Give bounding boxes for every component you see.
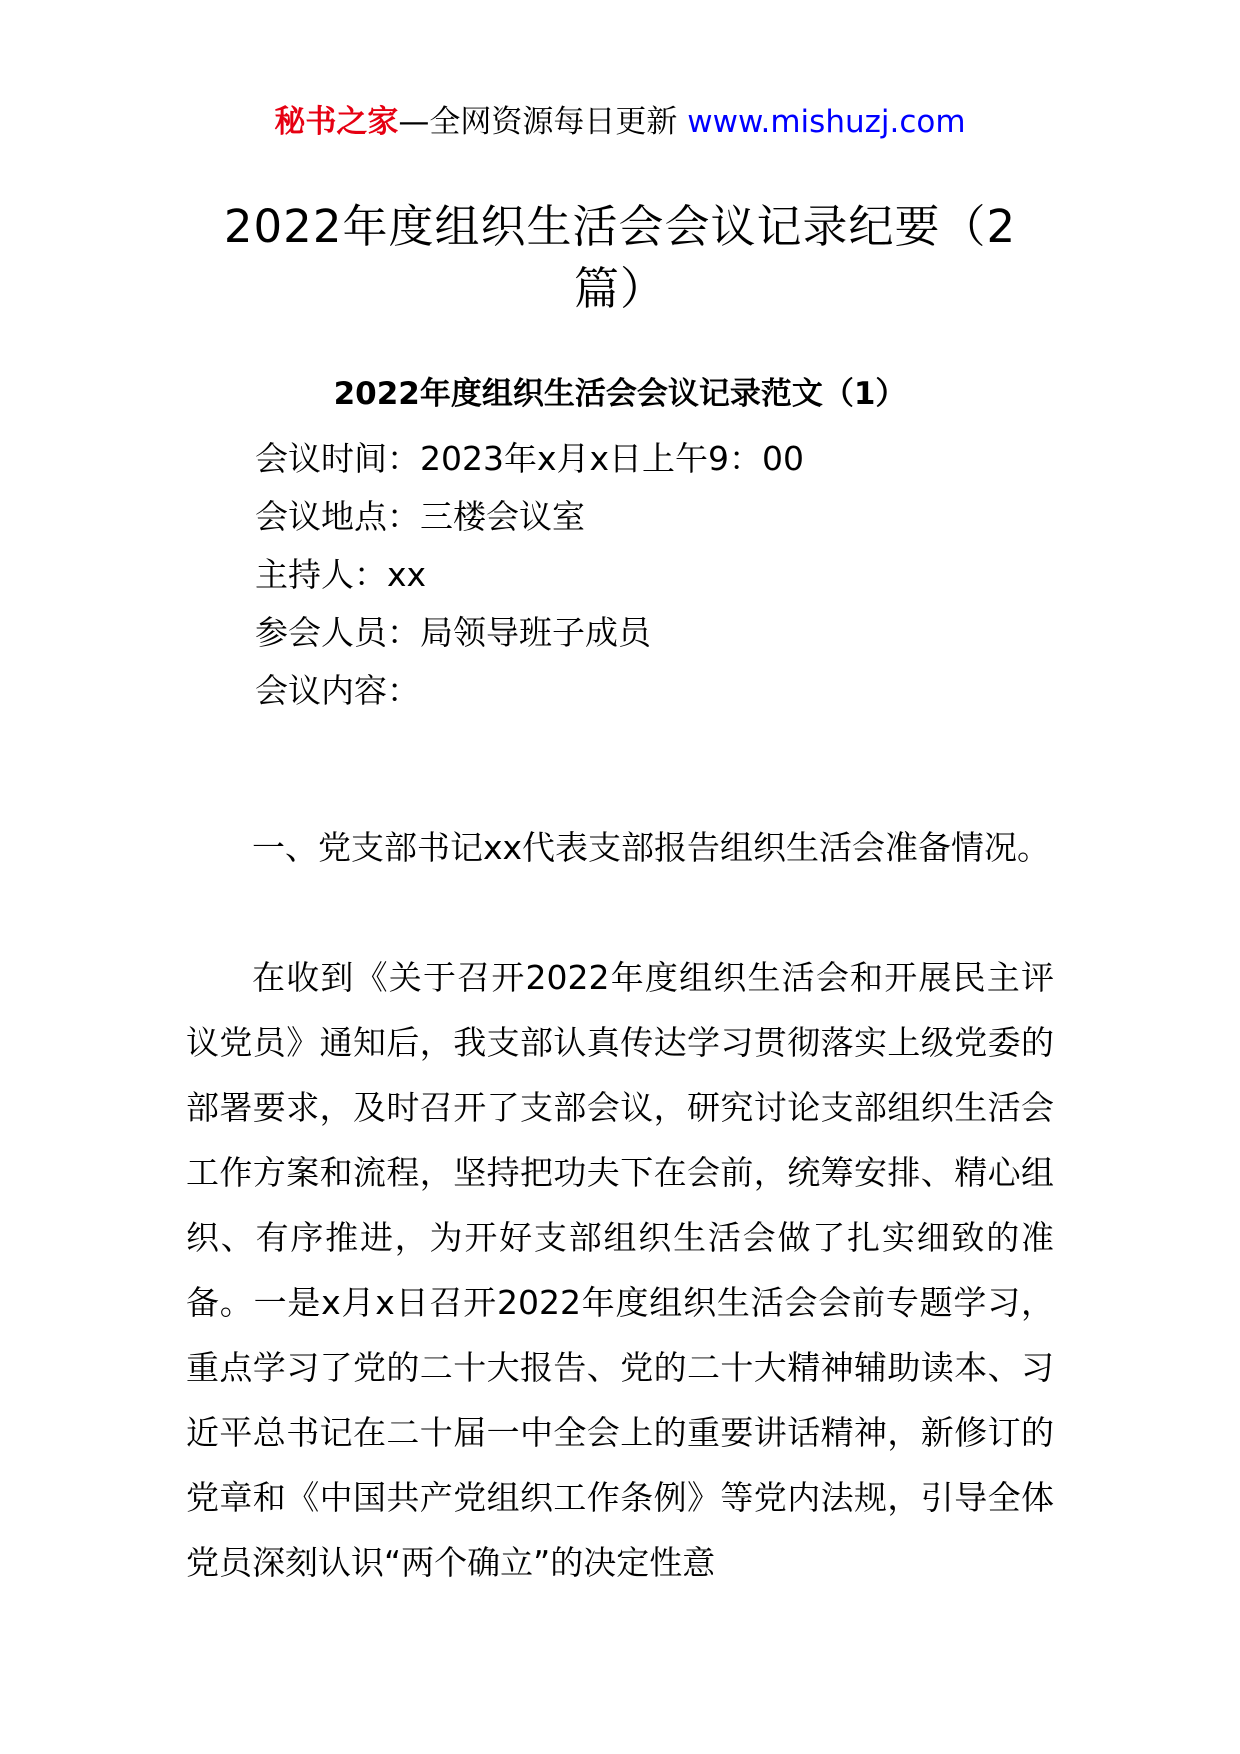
- site-brand: 秘书之家: [274, 104, 399, 140]
- document-subtitle: 2022年度组织生活会会议记录范文（1）: [333, 376, 907, 412]
- meeting-attendees: 参会人员：局领导班子成员: [255, 613, 651, 652]
- document-title: 2022年度组织生活会会议记录纪要（2篇）: [223, 200, 1017, 315]
- meeting-host: 主持人：xx: [255, 555, 427, 594]
- paragraph-section-one: 一、党支部书记xx代表支部报告组织生活会准备情况。: [252, 828, 1051, 867]
- meeting-content-label: 会议内容：: [255, 671, 420, 710]
- site-url-link[interactable]: www.mishuzj.com: [687, 104, 966, 140]
- site-header: [0, 100, 1240, 144]
- site-slogan: —全网资源每日更新: [398, 104, 688, 140]
- meeting-time: 会议时间：2023年x月x日上午9：00: [255, 439, 805, 478]
- meeting-location: 会议地点：三楼会议室: [255, 497, 585, 536]
- paragraph-preparation: 在收到《关于召开2022年度组织生活会和开展民主评议党员》通知后，我支部认真传达学习贯彻落实上级党委的部署要求，及时召开了支部会议，研究讨论支部组织生活会工作方案和流程，坚持把功夫下在会前，统筹安排、精心组织、有序推进，为开好支部组织生活会做了扎实细致的准备。一是x月x日召开2022年度组织生活会会前专题学习，重点学习了党的二十大报告、党的二十大精神辅助读本、习近平总书记在二十届一中全会上的重要讲话精神，新修订的党章和《中国共产党组织工作条例》等党内法规，引导全体党员深刻认识“两个确立”的决定性意: [186, 958, 1054, 1582]
